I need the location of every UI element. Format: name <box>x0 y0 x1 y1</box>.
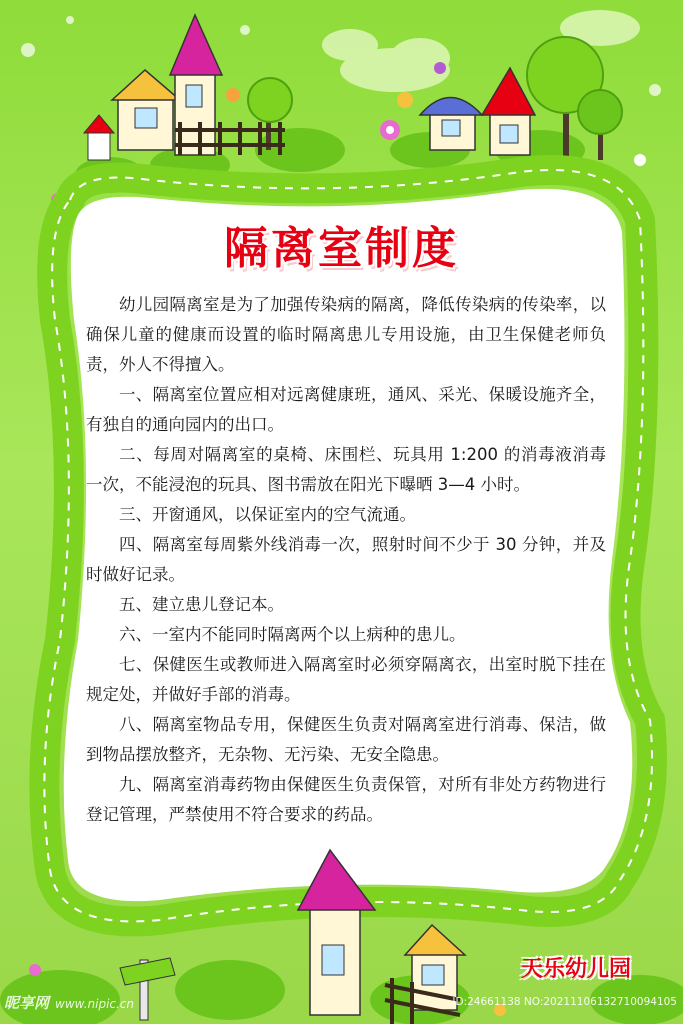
rule-item: 九、隔离室消毒药物由保健医生负责保管，对所有非处方药物进行登记管理，严禁使用不符合要求的药品。 <box>86 775 606 824</box>
rule-item: 七、保健医生或教师进入隔离室时必须穿隔离衣，出室时脱下挂在规定处，并做好手部的消毒。 <box>86 655 606 704</box>
rule-item: 八、隔离室物品专用，保健医生负责对隔离室进行消毒、保洁，做到物品摆放整齐，无杂物、无污染、无安全隐患。 <box>86 715 606 764</box>
intro-paragraph: 幼儿园隔离室是为了加强传染病的隔离，降低传染病的传染率，以确保儿童的健康而设置的临时隔离患儿专用设施，由卫生保健老师负责，外人不得擅入。 <box>86 295 606 374</box>
watermark-brand-text: 昵享网 <box>4 994 50 1012</box>
rule-item: 二、每周对隔离室的桌椅、床围栏、玩具用 1:200 的消毒液消毒一次，不能浸泡的玩具、图书需放在阳光下曝晒 3—4 小时。 <box>86 445 606 494</box>
rules-body <box>86 290 606 830</box>
rule-item: 五、建立患儿登记本。 <box>119 595 284 614</box>
school-name: 天乐幼儿园 <box>520 957 631 982</box>
watermark-brand <box>4 992 134 1013</box>
rule-item: 一、隔离室位置应相对远离健康班，通风、采光、保暖设施齐全，有独自的通向园内的出口。 <box>86 385 606 434</box>
rule-item: 六、一室内不能同时隔离两个以上病种的患儿。 <box>119 625 466 644</box>
rule-item: 三、开窗通风，以保证室内的空气流通。 <box>119 505 416 524</box>
page-title: 隔离室制度 <box>224 223 459 274</box>
watermark-url: www.nipic.cn <box>55 997 135 1011</box>
watermark-id: ID:24661138 NO:20211106132710094105 <box>452 996 677 1008</box>
rule-item: 四、隔离室每周紫外线消毒一次，照射时间不少于 30 分钟，并及时做好记录。 <box>86 535 606 584</box>
